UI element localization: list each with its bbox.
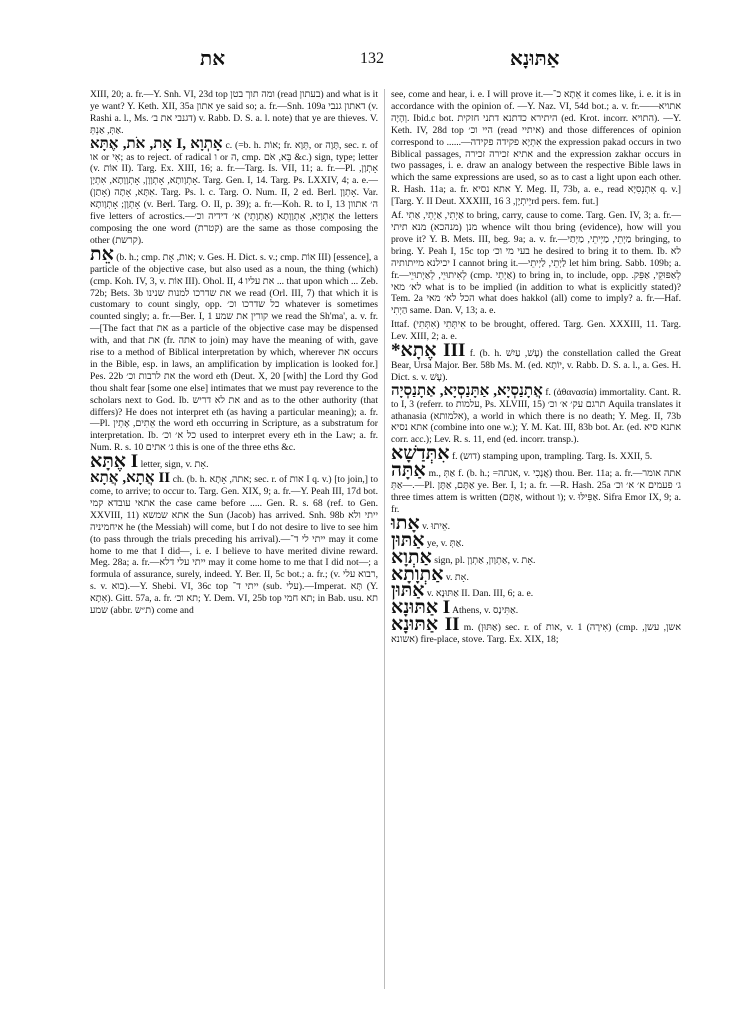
entry-text: m. (אַתּוּן) sec. r. of אות, v. אִירָה) 1) (cmp. אשן, עשן, אשונא) fire-place, stove. Targ. Ex. XIX, 18;: [391, 622, 681, 646]
entry-headword: אַתּוּן: [391, 529, 425, 551]
entry-headword: אֵת: [90, 243, 114, 265]
entry-text: v. אַתּוּנָא II. Dan. III, 6; a. e.: [426, 588, 534, 600]
dictionary-entry: [90, 89, 378, 137]
dictionary-entry: [391, 210, 681, 317]
entry-text: f. (ἀθανασία) immortality. Cant. R. to I, 3 (referr. to עלמות, Ps. XLVIII, 15) תרגם עק׳ א׳ וכ׳ Aquila translates it athanasia (אלמותא), a world in which there is no death; Y. Meg. II, 73b אתא נסיא (combine into one w.); Y. M. Kat. III, 83b bot. Ar. (ed. אתנא סיא corr. acc.); Lev. R. s. 11, end (ed. incorr. transp.).: [391, 386, 681, 446]
entry-text: ye, v. אַתְּ.: [426, 537, 464, 549]
entry-headword: אֶתָּא I: [90, 451, 139, 473]
entry-headword: אַתּוּנָא II: [391, 614, 460, 636]
dictionary-entry: [90, 451, 378, 473]
dictionary-entry: [90, 135, 379, 247]
right-running-head: אַתּוּנָא: [510, 48, 560, 70]
dictionary-entry: [391, 614, 681, 646]
entry-headword: אֲתָנַסְיָא, אַתָּנַסְיָא, אַתָנַסְיָה: [391, 382, 543, 399]
dictionary-entry: [391, 443, 681, 465]
dictionary-entry: [391, 529, 681, 551]
entry-headword: אַתְוָא: [391, 546, 432, 568]
entry-headword: אִתְּדַשָׁא: [391, 443, 450, 465]
entry-text: Ittaf. אִיתְּתִי (אִתְּתִי) to be brought, offered. Targ. Gen. XXXIII, 11. Targ. Lev. XIII, 2; a. e.: [391, 319, 681, 343]
entry-text: sign, pl. אַתְוָון, אַתְוָן, v. אָת.: [434, 554, 536, 566]
entry-headword: אַתּוּנָא I: [391, 597, 451, 619]
entry-headword: אַתּוּן: [391, 580, 425, 602]
entry-text: f. (b. h. עָשׁ, עַיִשׁ) the constellation called the Great Bear, Ursa Major. Ber. 58b Ms. M. (ed. יוֹתָא, v. Rabb. D. S. a. l., a. Ges. H. Dict. s. v. עָשׁ).: [391, 348, 682, 383]
column-divider: [384, 89, 385, 989]
entry-headword: אַתָּה: [391, 460, 426, 482]
entry-headword: אַתְוָתָא: [391, 563, 444, 585]
left-column: [90, 89, 378, 619]
dictionary-entry: [391, 89, 681, 208]
entry-headword: אָתוּ: [391, 512, 420, 534]
entry-text: ch. (b. h. אתה, אָתָא; sec. r. of אות I q. v.) [to join,] to come, to arrive; to occur to. Targ. Gen. XIX, 9; a. fr.—Y. Peah III, 17d bot. אתאי עובדא קמי the case came before ..... Gen. R. s. 68 (ref. to Gen. XXVIII, 11) אתא שמשא the Sun (Jacob) has arrived. Snh. 98b ייתי ולא איחמיניה he (the Messiah) will come, but I do not desire to live to see him (to pass through the trials preceding his arrival).—ייתי לי ד־ may it come home to me that I did—, i. e. I believe to have merited divine reward. Meg. 28a; a. fr.—ייתי עלי דלא may it come home to me that I did not—; a formula of assurance, surely, indeed. Y. Ber. II, 5c bot.; a. fr.; (v. רבוא עלי, s. v. בוא).—Y. Shebi. VI, 36c top ייתי ד־ (sub. עלי).—Imperat. תָּא (Y. אִתָא). Gitt. 57a, a. fr. תא וכ׳; Y. Dem. VI, 25b top תא חמי; in Bab. usu. תא שמע (abbr. ת״ש) come and: [90, 474, 378, 617]
entry-text: v. אֵיתוּ.: [422, 520, 451, 532]
entry-text: f. (דוש) stamping upon, trampling. Targ. Is. XXII, 5.: [451, 451, 653, 463]
entry-text: c. (=b. h. אוֹת; fr. תְּוָא, or תָּוָה, sec. r. of או or אִי; as to reject. of radical ו or ה, cmp. בֵּא, אֹם &c.) sign, type; letter (v. אוֹת II). Targ. Ex. XIII, 16; a. fr.—Targ. Is. VII, 11; a. fr.—Pl. אָתְוָן, אָתְוָותָא, אָתְוָוָן, אָתְוָוָתָא, אִתְיָן. Targ. Gen. I, 14. Targ. Ps. LXXIV, 4; a. e.—אִתָּא, אָתָה (אָתַן). Targ. Ps. l. c. Targ. O. Num. II, 2 ed. Berl. אָתְוָן. Var. אָתְוָן; אָתְוָותָא (v. Berl. Targ. O. II, p. 39); a. fr.—Koh. R. to I, 13 ה׳ אתוון five letters of acrostics.—אָתְוַיָּא, אָתְוָוָתָא (אַתְוָתֵי) א׳ דידיה וכ׳ the letters composing the one word (קטרת) are the same as those composing the other (קרשת).: [90, 139, 379, 246]
dictionary-entry: [391, 563, 681, 585]
dictionary-entry: [90, 243, 379, 454]
entry-headword: אָת, אֹת, אֶתָּא I, אָתְוָא: [90, 135, 223, 152]
dictionary-entry: [391, 382, 681, 447]
entry-text: v. אָת.: [445, 571, 469, 583]
right-column: [391, 89, 681, 648]
entry-text: (b. h.; cmp. אות, אָת; v. Ges. H. Dict. s. v.; cmp. אוֹת III) [essence], a particle of the objective case, but also used as a noun, the thing (which) (cmp. Koh. IV, 3, v. אוֹת III). Ohol. II, 4 את עליו ... that upon which ... Zeb. 72b; Bets. 3b את שדרכו למנות שנינו we read (Orl. III, 7) that which it is customary to count singly, opp. כל שדרכו וכ׳ whatever is sometimes counted singly; a. fr.—Ber. I, 1 קורין את שמע we read the Sh'ma', a. v. fr.—[The fact that את as a particle of the objective case may be dispensed with, and that את (fr. אתה to join) may have the meaning of with, gave rise to a method of Biblical interpretation by which, wherever את occurs in the Bible, esp. in laws, an amplification by implication is looked for.] Pes. 22b את לרבות וכ׳ the word eth (Deut. X, 20 [with] the Lord thy God thou shalt fear [some one else] intimates that we must pay reverence to the scholars next to God. Ib. את לא דריש and as to the other authority (that differs)? He does not interpret eth (as having a particular meaning); a. fr.—Pl. אֵתִים, אֶתְין the word eth occurring in Scripture, as a substratum for interpretation. Ib. כל א׳ וכ׳ used to interpret every eth in the Law; a. fr. Num. R. s. 10 ג׳ אתים this is one of the three eths &c.: [90, 251, 379, 454]
dictionary-entry: [391, 512, 681, 534]
dictionary-entry: [391, 340, 682, 384]
page-number: 132: [360, 50, 384, 67]
entry-text: Af. אַיְתִי, אַיְתֵי, אַתִי to bring, carry, cause to come. Targ. Gen. IV, 3; a. fr.—מנן (מנהכא) מנא תיתי whence wilt thou bring (evidence), how will you prove it? Y. B. Mets. III, beg. 9a; a. v. fr.—מַיְתֵי, מַיְיתֵי, מַיְתַי bringing, to bring. Y. Peah I, 15c top בעי מי וכ׳ he desired to bring it to them. Ib. לא יכילנא מייתותיה I cannot bring it.—לַיְתֵי, לַיְיתֵי let him bring. Sabb. 109b; a. fr.—לְאִיתוּיֵי, לְאַיְתוּיֵי (cmp. אַיְתֵי) to bring in, to include, opp. לְאַפּוּקֵי, אַפֵּק. לא׳ מאי what is to be implied (in addition to what is explicitly stated)? Tem. 2a הכל לא׳ מאי what does hakkol (all) come to imply? a. fr.—Haf. הַיְתִי same. Dan. V, 13; a. e.: [391, 210, 682, 317]
entry-text: see, come and hear, i. e. I will prove it.—אֵתָא כ־ it comes like, i. e. it is in accordance with the opinion of. —Y. Naz. VI, 54d bot.; a. v. fr.—אתויא—וְהָיָה. Ibid.c bot. היתירא כדתנא דתני חזקית (ed. Krot. incorr. התויא). —Y. Keth. IV, 28d top היי וכ׳ (read איתיי) and those differences of opinion correspond to ......—אִתְיָא פקידה פקידה the expression pakad occurs in two Biblical passages, אתיא זכירה זכירה and the expression zakhar occurs in two passages, i. e. draw an analogy between the respective Bible laws in which the same expressions are used, so as to cast a light upon each other. R. Hash. 11a; a. fr. אתא נסיא Y. Meg. II, 73b, a. e., read אִתְנְסִיָא q. v.] [Targ. Y. II Deut. XXXIII, 16 יֵיתְיָן, 3rd pers. fem. fut.]: [391, 89, 682, 208]
dictionary-entry: [90, 470, 378, 617]
entry-text: Athens, v. אַתִּינָס.: [452, 605, 519, 617]
dictionary-entry: [391, 460, 682, 516]
entry-text: XIII, 20; a. fr.—Y. Snh. VI, 23d top ומה תוך בטן (read בעתון) and what is it ye want? Y. Keth. XII, 35a אתון ye said so; a. fr.—Snh. 109a דאתון גנבי (v. Rashi a. l., Ms. דגנבי את ב׳) v. Rabb. D. S. a. l. note) that ye are thieves. V. אַתְּ, אַנְתְּ.: [90, 89, 379, 136]
entry-headword: אֲתָא, אֲתָא II: [90, 470, 171, 487]
left-running-head: את: [200, 48, 226, 70]
entry-headword: *אֶתָא III: [391, 340, 466, 362]
entry-text: letter, sign, v. אָת.: [140, 459, 209, 471]
entry-text: m., אַתְּ f. (b. h.; =אנתה, v. אֲנָכִי) thou. Ber. 11a; a. fr.—אתה אומר—אַתְּ.—Pl. אַתֶּם, אַתֶּן ye. Ber. I, 1; a. fr. —R. Hash. 25a ג׳ פעמים א׳ א׳ וכ׳ three times attem is written (אַתֶּם, without ו); v. אַפִּילּוּ. Sifra Emor IX, 9; a. fr.: [391, 468, 682, 515]
page-header: [90, 48, 690, 72]
